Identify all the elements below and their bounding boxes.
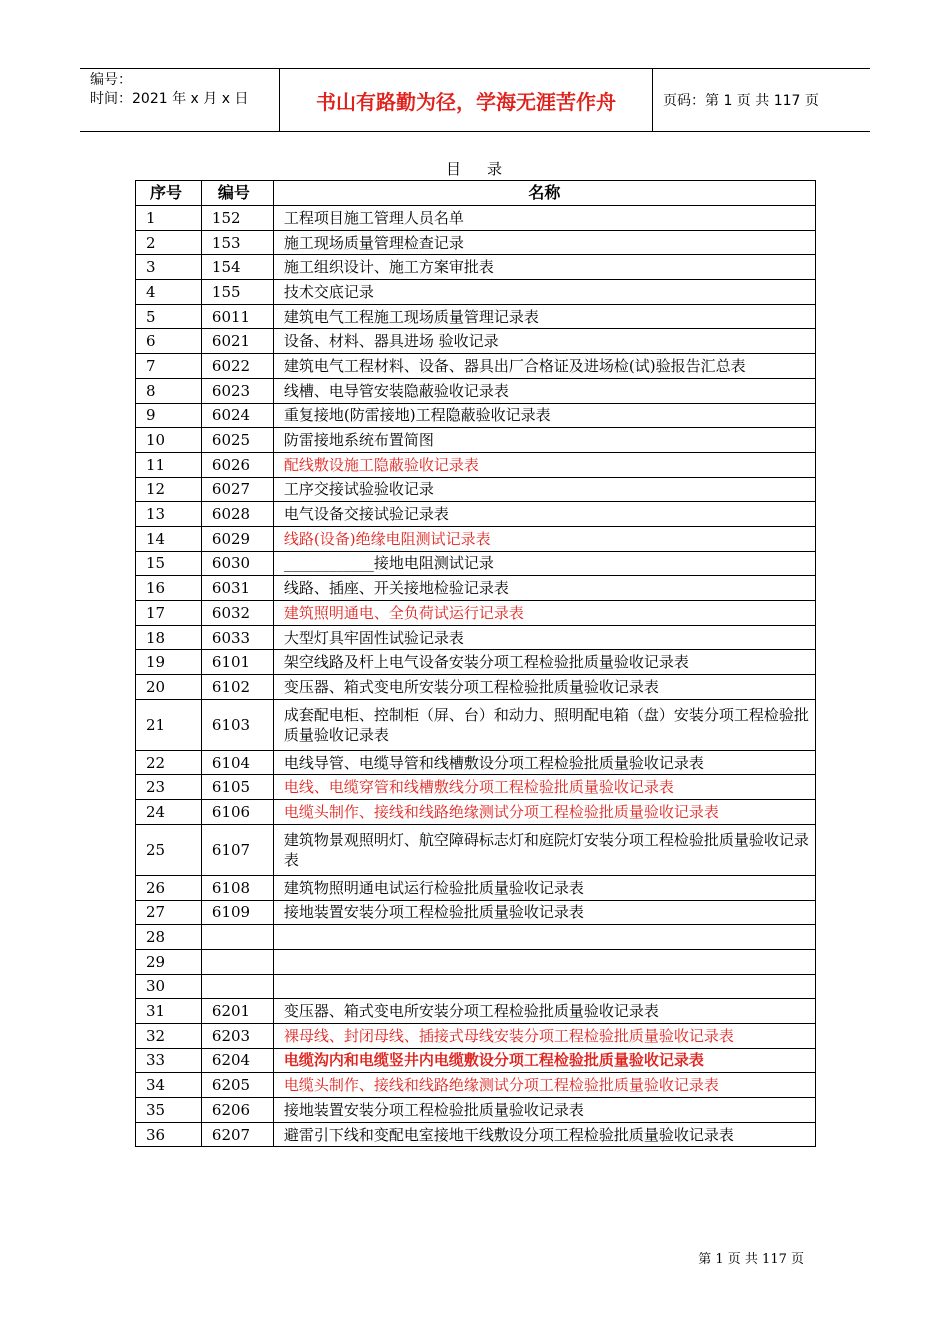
row-code-cell: 6032 <box>201 601 273 626</box>
row-code-cell: 6021 <box>201 329 273 354</box>
row-code-cell: 154 <box>201 255 273 280</box>
row-code-cell: 6027 <box>201 477 273 502</box>
row-name-cell: 电线导管、电缆导管和线槽敷设分项工程检验批质量验收记录表 <box>273 750 815 775</box>
table-row <box>136 800 816 825</box>
row-serial-cell: 14 <box>136 526 202 551</box>
table-row <box>136 875 816 900</box>
row-code-cell: 6207 <box>201 1122 273 1147</box>
row-serial-cell: 31 <box>136 999 202 1024</box>
row-code-cell: 6109 <box>201 900 273 925</box>
row-name-cell: 变压器、箱式变电所安装分项工程检验批质量验收记录表 <box>273 999 815 1024</box>
table-row <box>136 230 816 255</box>
row-name-cell: 重复接地(防雷接地)工程隐蔽验收记录表 <box>273 403 815 428</box>
row-name-cell: 线槽、电导管安装隐蔽验收记录表 <box>273 378 815 403</box>
row-code-cell <box>201 949 273 974</box>
row-name-cell: 建筑物照明通电试运行检验批质量验收记录表 <box>273 875 815 900</box>
row-serial-cell: 26 <box>136 875 202 900</box>
row-code-cell: 152 <box>201 206 273 231</box>
row-serial-cell: 1 <box>136 206 202 231</box>
row-serial-cell: 36 <box>136 1122 202 1147</box>
table-row <box>136 675 816 700</box>
table-row <box>136 280 816 305</box>
row-serial-cell: 16 <box>136 576 202 601</box>
row-name-cell: 线路(设备)绝缘电阻测试记录表 <box>273 526 815 551</box>
row-serial-cell: 8 <box>136 378 202 403</box>
row-code-cell: 6029 <box>201 526 273 551</box>
table-row <box>136 452 816 477</box>
table-row <box>136 551 816 576</box>
row-code-cell: 6201 <box>201 999 273 1024</box>
row-code-cell: 6104 <box>201 750 273 775</box>
table-row <box>136 378 816 403</box>
row-code-cell: 6030 <box>201 551 273 576</box>
row-serial-cell: 20 <box>136 675 202 700</box>
row-code-cell: 6204 <box>201 1048 273 1073</box>
table-row <box>136 329 816 354</box>
row-serial-cell: 15 <box>136 551 202 576</box>
document-number-label: 编号： <box>90 72 132 88</box>
row-code-cell: 6203 <box>201 1023 273 1048</box>
row-code-cell: 6023 <box>201 378 273 403</box>
row-serial-cell: 10 <box>136 428 202 453</box>
table-header-row <box>136 181 816 206</box>
row-code-cell <box>201 974 273 999</box>
row-name-cell: 建筑电气工程材料、设备、器具出厂合格证及进场检(试)验报告汇总表 <box>273 354 815 379</box>
row-code-cell: 6033 <box>201 625 273 650</box>
row-code-cell: 6025 <box>201 428 273 453</box>
row-name-cell: 大型灯具牢固性试验记录表 <box>273 625 815 650</box>
page-title <box>0 158 950 179</box>
row-code-cell: 6028 <box>201 502 273 527</box>
table-row <box>136 304 816 329</box>
row-name-cell: 建筑电气工程施工现场质量管理记录表 <box>273 304 815 329</box>
row-serial-cell: 19 <box>136 650 202 675</box>
table-row <box>136 625 816 650</box>
row-name-cell: 电气设备交接试验记录表 <box>273 502 815 527</box>
page-header <box>80 68 870 132</box>
row-serial-cell: 17 <box>136 601 202 626</box>
row-code-cell: 6022 <box>201 354 273 379</box>
table-row <box>136 1122 816 1147</box>
row-serial-cell: 25 <box>136 824 202 875</box>
row-name-cell: 技术交底记录 <box>273 280 815 305</box>
table-row <box>136 601 816 626</box>
row-name-cell: 电缆沟内和电缆竖井内电缆敷设分项工程检验批质量验收记录表 <box>273 1048 815 1073</box>
row-serial-cell: 2 <box>136 230 202 255</box>
row-name-cell <box>273 974 815 999</box>
row-name-cell: 线路、插座、开关接地检验记录表 <box>273 576 815 601</box>
row-serial-cell: 18 <box>136 625 202 650</box>
table-row <box>136 1073 816 1098</box>
row-code-cell: 155 <box>201 280 273 305</box>
column-header-name: 名称 <box>273 181 815 206</box>
row-name-cell: 设备、材料、器具进场 验收记录 <box>273 329 815 354</box>
row-name-cell: 施工组织设计、施工方案审批表 <box>273 255 815 280</box>
column-header-serial: 序号 <box>136 181 202 206</box>
row-name-cell: 电线、电缆穿管和线槽敷线分项工程检验批质量验收记录表 <box>273 775 815 800</box>
row-serial-cell: 12 <box>136 477 202 502</box>
row-serial-cell: 32 <box>136 1023 202 1048</box>
row-name-cell: 施工现场质量管理检查记录 <box>273 230 815 255</box>
row-code-cell: 6205 <box>201 1073 273 1098</box>
row-name-cell: 配线敷设施工隐蔽验收记录表 <box>273 452 815 477</box>
row-serial-cell: 13 <box>136 502 202 527</box>
row-code-cell: 6031 <box>201 576 273 601</box>
table-row <box>136 526 816 551</box>
table-row <box>136 750 816 775</box>
table-row <box>136 775 816 800</box>
row-name-cell: 成套配电柜、控制柜（屏、台）和动力、照明配电箱（盘）安装分项工程检验批质量验收记录表 <box>273 699 815 750</box>
row-serial-cell: 3 <box>136 255 202 280</box>
row-serial-cell: 34 <box>136 1073 202 1098</box>
row-name-cell: 工序交接试验验收记录 <box>273 477 815 502</box>
row-code-cell: 153 <box>201 230 273 255</box>
row-name-cell: 电缆头制作、接线和线路绝缘测试分项工程检验批质量验收记录表 <box>273 800 815 825</box>
table-row <box>136 354 816 379</box>
row-name-cell <box>273 925 815 950</box>
row-code-cell: 6024 <box>201 403 273 428</box>
table-row <box>136 1023 816 1048</box>
table-row <box>136 576 816 601</box>
row-serial-cell: 29 <box>136 949 202 974</box>
table-row <box>136 949 816 974</box>
row-code-cell: 6101 <box>201 650 273 675</box>
table-row <box>136 403 816 428</box>
row-serial-cell: 22 <box>136 750 202 775</box>
row-serial-cell: 27 <box>136 900 202 925</box>
header-page-count: 页码：第 1 页 共 117 页 <box>663 93 819 109</box>
row-serial-cell: 23 <box>136 775 202 800</box>
table-row <box>136 502 816 527</box>
row-serial-cell: 7 <box>136 354 202 379</box>
table-row <box>136 1048 816 1073</box>
row-name-cell: 防雷接地系统布置简图 <box>273 428 815 453</box>
row-code-cell: 6107 <box>201 824 273 875</box>
table-row <box>136 824 816 875</box>
table-row <box>136 477 816 502</box>
table-row <box>136 699 816 750</box>
title-left-char: 目 <box>445 160 463 178</box>
row-serial-cell: 6 <box>136 329 202 354</box>
row-serial-cell: 4 <box>136 280 202 305</box>
table-body <box>136 206 816 1147</box>
table-row <box>136 900 816 925</box>
row-code-cell: 6103 <box>201 699 273 750</box>
row-name-cell: ____________接地电阻测试记录 <box>273 551 815 576</box>
row-code-cell: 6011 <box>201 304 273 329</box>
row-name-cell: 架空线路及杆上电气设备安装分项工程检验批质量验收记录表 <box>273 650 815 675</box>
row-name-cell: 避雷引下线和变配电室接地干线敷设分项工程检验批质量验收记录表 <box>273 1122 815 1147</box>
table-row <box>136 999 816 1024</box>
row-name-cell: 接地装置安装分项工程检验批质量验收记录表 <box>273 900 815 925</box>
row-name-cell: 建筑物景观照明灯、航空障碍标志灯和庭院灯安装分项工程检验批质量验收记录表 <box>273 824 815 875</box>
table-row <box>136 925 816 950</box>
column-header-code: 编号 <box>201 181 273 206</box>
row-serial-cell: 21 <box>136 699 202 750</box>
row-serial-cell: 9 <box>136 403 202 428</box>
row-name-cell: 电缆头制作、接线和线路绝缘测试分项工程检验批质量验收记录表 <box>273 1073 815 1098</box>
row-serial-cell: 11 <box>136 452 202 477</box>
row-code-cell: 6102 <box>201 675 273 700</box>
contents-table <box>135 180 816 1147</box>
row-name-cell: 裸母线、封闭母线、插接式母线安装分项工程检验批质量验收记录表 <box>273 1023 815 1048</box>
row-code-cell: 6026 <box>201 452 273 477</box>
row-serial-cell: 35 <box>136 1098 202 1123</box>
row-name-cell: 接地装置安装分项工程检验批质量验收记录表 <box>273 1098 815 1123</box>
row-code-cell: 6108 <box>201 875 273 900</box>
page-footer: 第 1 页 共 117 页 <box>698 1252 804 1267</box>
row-serial-cell: 33 <box>136 1048 202 1073</box>
row-serial-cell: 28 <box>136 925 202 950</box>
table-row <box>136 1098 816 1123</box>
row-name-cell: 工程项目施工管理人员名单 <box>273 206 815 231</box>
table-row <box>136 255 816 280</box>
row-serial-cell: 24 <box>136 800 202 825</box>
table-row <box>136 650 816 675</box>
row-serial-cell: 30 <box>136 974 202 999</box>
row-name-cell: 变压器、箱式变电所安装分项工程检验批质量验收记录表 <box>273 675 815 700</box>
title-right-char: 录 <box>487 160 505 178</box>
row-code-cell: 6105 <box>201 775 273 800</box>
table-row <box>136 974 816 999</box>
header-motto: 书山有路勤为径，学海无涯苦作舟 <box>280 69 653 131</box>
document-time-label: 时间：2021 年 x 月 x 日 <box>90 91 249 107</box>
row-name-cell <box>273 949 815 974</box>
table-row <box>136 428 816 453</box>
table-row <box>136 206 816 231</box>
row-name-cell: 建筑照明通电、全负荷试运行记录表 <box>273 601 815 626</box>
row-serial-cell: 5 <box>136 304 202 329</box>
header-meta <box>80 69 280 131</box>
row-code-cell: 6206 <box>201 1098 273 1123</box>
row-code-cell: 6106 <box>201 800 273 825</box>
row-code-cell <box>201 925 273 950</box>
